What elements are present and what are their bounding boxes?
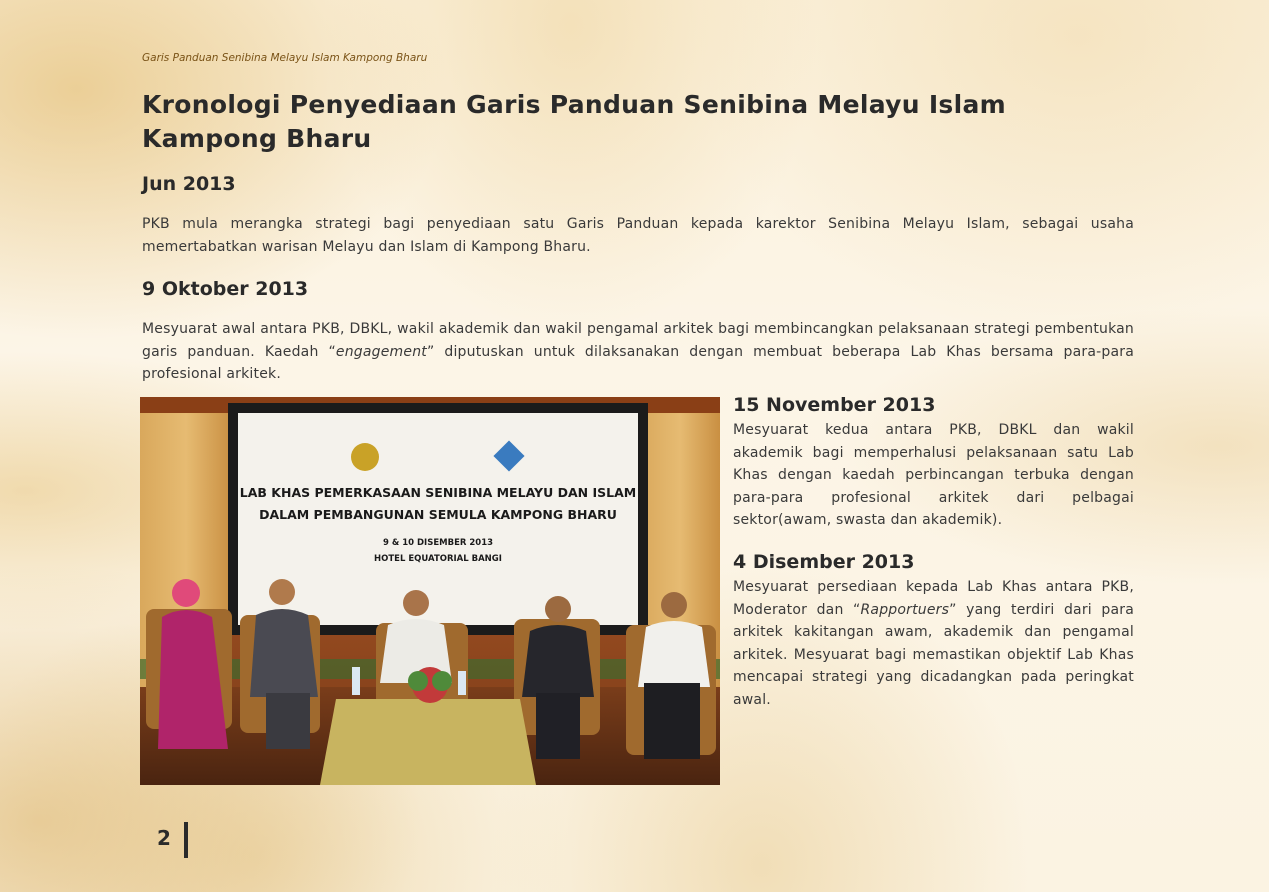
paragraph-text: Mesyuarat awal antara PKB, DBKL, wakil akademik dan wakil pengamal arkitek bagi membincangkan pelaksanaan strategi pembentukan garis panduan. Kaedah “	[142, 321, 1134, 360]
banner-line2: DALAM PEMBANGUNAN SEMULA KAMPONG BHARU	[259, 507, 617, 522]
page-title-line1: Kronologi Penyediaan Garis Panduan Senibina Melayu Islam	[142, 90, 1006, 119]
date-heading-4-disember-2013: 4 Disember 2013	[733, 551, 915, 573]
crest-icon	[351, 443, 379, 471]
paragraph-15-november-2013: Mesyuarat kedua antara PKB, DBKL dan wakil akademik bagi memperhalusi pelaksanaan satu Lab Khas dengan kaedah perbincangan terbuka dengan para-para profesional arkitek dari pelbagai sektor(awam, swasta dan akademik).	[733, 422, 1134, 528]
page-number-divider	[184, 822, 188, 858]
event-photo	[140, 397, 720, 785]
paragraph-text: ” diputuskan untuk dilaksanakan dengan membuat beberapa Lab Khas bersama para-para profesional arkitek.	[142, 343, 1135, 382]
paragraph-text: ” yang terdiri dari para arkitek kakitangan awam, akademik dan pengamal arkitek. Mesyuarat bagi memastikan objektif Lab Khas mencapai strategi yang dicadangkan pada peringkat awal.	[733, 601, 1134, 708]
page-title-line2: Kampong Bharu	[142, 124, 372, 153]
paragraph-jun-2013: PKB mula merangka strategi bagi penyediaan satu Garis Panduan kepada karektor Senibina Melayu Islam, sebagai usaha memertabatkan warisan Melayu dan Islam di Kampong Bharu.	[142, 216, 1134, 255]
emphasis-text: Rapportuers	[860, 601, 950, 618]
page-title	[142, 88, 1042, 156]
page-number: 2	[157, 826, 171, 850]
banner-line1: LAB KHAS PEMERKASAAN SENIBINA MELAYU DAN ISLAM	[239, 485, 637, 500]
banner-line3: 9 & 10 DISEMBER 2013	[382, 538, 494, 548]
banner-line4: HOTEL EQUATORIAL BANGI	[374, 554, 502, 564]
paragraph-9-oktober-2013	[142, 318, 1134, 386]
date-heading-jun-2013: Jun 2013	[142, 173, 236, 195]
paragraph-4-disember-2013	[733, 576, 1134, 711]
date-heading-9-oktober-2013: 9 Oktober 2013	[142, 278, 309, 300]
paragraph-text: Mesyuarat persediaan kepada Lab Khas antara PKB, Moderator dan “	[733, 579, 1134, 618]
emphasis-text: engagement	[335, 343, 427, 360]
date-heading-15-november-2013: 15 November 2013	[733, 394, 936, 416]
running-header: Garis Panduan Senibina Melayu Islam Kampong Bharu	[142, 52, 428, 64]
